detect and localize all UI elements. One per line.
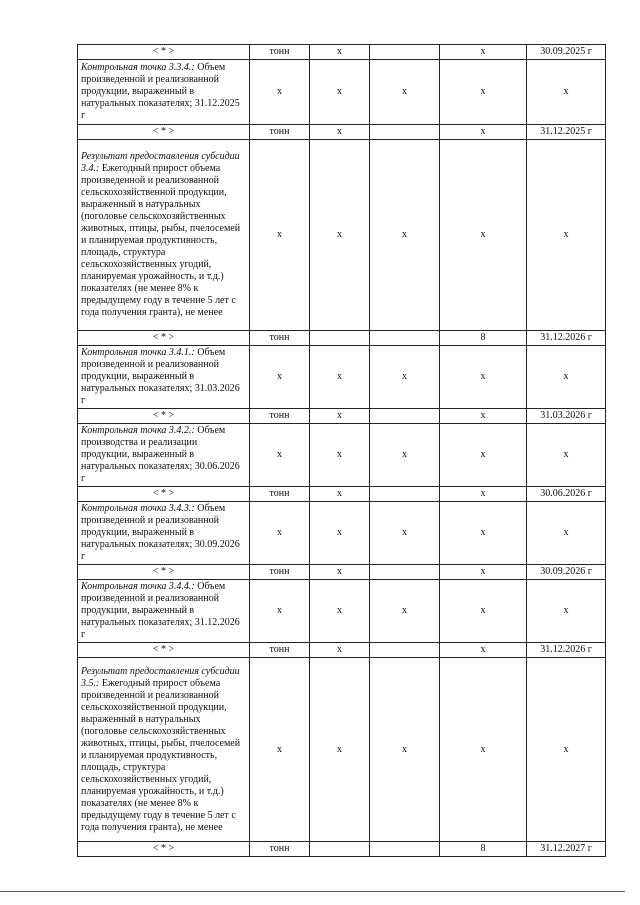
description-cell xyxy=(78,346,250,409)
value-cell-c5: х xyxy=(440,346,527,409)
indicator-row xyxy=(78,502,606,565)
value-cell-c2: х xyxy=(250,140,310,331)
value-cell-c3 xyxy=(310,331,370,346)
description-cell xyxy=(78,424,250,487)
value-cell-c4: х xyxy=(370,502,440,565)
marker-cell: < * > xyxy=(78,487,250,502)
unit-row xyxy=(78,565,606,580)
value-cell-c4 xyxy=(370,487,440,502)
value-cell-c5: х xyxy=(440,580,527,643)
value-cell-c4 xyxy=(370,331,440,346)
value-cell-c3 xyxy=(310,842,370,857)
value-cell-c5: х xyxy=(440,45,527,60)
value-cell-c4 xyxy=(370,565,440,580)
value-cell-c2: х xyxy=(250,60,310,125)
description-label: Контрольная точка 3.3.4.: xyxy=(81,62,195,73)
value-cell-c5: 8 xyxy=(440,842,527,857)
value-cell-c2: х xyxy=(250,424,310,487)
description-cell xyxy=(78,140,250,331)
indicator-row xyxy=(78,424,606,487)
value-cell-c4: х xyxy=(370,60,440,125)
value-cell-c4 xyxy=(370,45,440,60)
value-cell-c2: тонн xyxy=(250,565,310,580)
value-cell-c5: х xyxy=(440,643,527,658)
value-cell-c2: х xyxy=(250,346,310,409)
value-cell-c4 xyxy=(370,125,440,140)
marker-cell: < * > xyxy=(78,643,250,658)
value-cell-c3: х xyxy=(310,502,370,565)
unit-row xyxy=(78,331,606,346)
unit-row xyxy=(78,643,606,658)
unit-row xyxy=(78,125,606,140)
value-cell-c6: 30.09.2026 г xyxy=(527,565,606,580)
value-cell-c2: тонн xyxy=(250,409,310,424)
value-cell-c3: х xyxy=(310,125,370,140)
value-cell-c6: 31.12.2026 г xyxy=(527,643,606,658)
value-cell-c6: х xyxy=(527,580,606,643)
unit-row xyxy=(78,842,606,857)
value-cell-c3: х xyxy=(310,643,370,658)
value-cell-c2: х xyxy=(250,502,310,565)
value-cell-c5: х xyxy=(440,409,527,424)
value-cell-c6: х xyxy=(527,346,606,409)
value-cell-c6: х xyxy=(527,60,606,125)
indicator-row xyxy=(78,60,606,125)
value-cell-c3: х xyxy=(310,140,370,331)
value-cell-c4: х xyxy=(370,346,440,409)
value-cell-c6: 31.12.2027 г xyxy=(527,842,606,857)
description-text: Объем производства и реализации продукции, выраженный в натуральных показателях; 30.06.2026 г xyxy=(81,425,240,484)
description-label: Контрольная точка 3.4.3.: xyxy=(81,503,195,514)
description-text: Объем произведенной и реализованной продукции, выраженный в натуральных показателях; 31.03.2026 г xyxy=(81,347,240,406)
value-cell-c6: 30.06.2026 г xyxy=(527,487,606,502)
description-text: Объем произведенной и реализованной продукции, выраженный в натуральных показателях; 31.12.2026 г xyxy=(81,581,240,640)
indicator-row xyxy=(78,580,606,643)
value-cell-c4: х xyxy=(370,580,440,643)
value-cell-c2: х xyxy=(250,658,310,842)
value-cell-c6: х xyxy=(527,424,606,487)
description-cell xyxy=(78,658,250,842)
indicator-row xyxy=(78,140,606,331)
value-cell-c5: х xyxy=(440,658,527,842)
marker-cell: < * > xyxy=(78,409,250,424)
indicator-row xyxy=(78,346,606,409)
value-cell-c4: х xyxy=(370,658,440,842)
value-cell-c6: 30.09.2025 г xyxy=(527,45,606,60)
value-cell-c4 xyxy=(370,842,440,857)
unit-row xyxy=(78,45,606,60)
description-label: Контрольная точка 3.4.4.: xyxy=(81,581,195,592)
value-cell-c3: х xyxy=(310,487,370,502)
value-cell-c4: х xyxy=(370,424,440,487)
value-cell-c5: х xyxy=(440,565,527,580)
value-cell-c4 xyxy=(370,643,440,658)
value-cell-c3: х xyxy=(310,346,370,409)
value-cell-c6: 31.12.2026 г xyxy=(527,331,606,346)
description-label: Контрольная точка 3.4.1.: xyxy=(81,347,195,358)
value-cell-c3: х xyxy=(310,45,370,60)
value-cell-c3: х xyxy=(310,409,370,424)
value-cell-c5: х xyxy=(440,487,527,502)
value-cell-c6: 31.12.2025 г xyxy=(527,125,606,140)
description-label: Результат предоставления субсидии 3.4.: xyxy=(81,151,240,174)
value-cell-c2: тонн xyxy=(250,487,310,502)
unit-row xyxy=(78,409,606,424)
description-text: Ежегодный прирост объема произведенной и реализованной сельскохозяйственной продукции, выраженный в натуральных (поголовье сельскохозяйственных животных, птицы, рыбы, пчелосемей и планируемая продуктивность, площадь, структура сельскохозяйственных угодий, планируемая урожайность, и т.д.) показателях (не менее 8% к предыдущему году в течение 5 лет с года получения гранта), не менее xyxy=(81,163,241,318)
value-cell-c5: х xyxy=(440,424,527,487)
value-cell-c3: х xyxy=(310,60,370,125)
value-cell-c3: х xyxy=(310,424,370,487)
marker-cell: < * > xyxy=(78,331,250,346)
marker-cell: < * > xyxy=(78,842,250,857)
description-cell xyxy=(78,60,250,125)
value-cell-c4 xyxy=(370,409,440,424)
value-cell-c2: тонн xyxy=(250,125,310,140)
document-table xyxy=(77,44,606,857)
description-cell xyxy=(78,580,250,643)
value-cell-c3: х xyxy=(310,658,370,842)
value-cell-c3: х xyxy=(310,580,370,643)
value-cell-c6: х xyxy=(527,658,606,842)
unit-row xyxy=(78,487,606,502)
description-text: Объем произведенной и реализованной продукции, выраженный в натуральных показателях; 31.12.2025 г xyxy=(81,62,240,121)
value-cell-c2: тонн xyxy=(250,842,310,857)
description-cell xyxy=(78,502,250,565)
value-cell-c2: тонн xyxy=(250,45,310,60)
description-text: Объем произведенной и реализованной продукции, выраженный в натуральных показателях; 30.09.2026 г xyxy=(81,503,240,562)
marker-cell: < * > xyxy=(78,45,250,60)
table-body xyxy=(78,45,606,857)
marker-cell: < * > xyxy=(78,125,250,140)
marker-cell: < * > xyxy=(78,565,250,580)
value-cell-c6: х xyxy=(527,140,606,331)
value-cell-c5: х xyxy=(440,140,527,331)
value-cell-c5: 8 xyxy=(440,331,527,346)
value-cell-c5: х xyxy=(440,125,527,140)
value-cell-c2: тонн xyxy=(250,331,310,346)
value-cell-c2: тонн xyxy=(250,643,310,658)
description-label: Контрольная точка 3.4.2.: xyxy=(81,425,195,436)
value-cell-c5: х xyxy=(440,60,527,125)
description-text: Ежегодный прирост объема произведенной и реализованной сельскохозяйственной продукции, выраженный в натуральных (поголовье сельскохозяйственных животных, птицы, рыбы, пчелосемей и планируемая продуктивность, площадь, структура сельскохозяйственных угодий, планируемая урожайность, и т.д.) показателях (не менее 8% к предыдущему году в течение 5 лет с года получения гранта), не менее xyxy=(81,677,241,833)
footer-rule xyxy=(0,891,625,892)
value-cell-c5: х xyxy=(440,502,527,565)
indicator-row xyxy=(78,658,606,842)
value-cell-c2: х xyxy=(250,580,310,643)
value-cell-c3: х xyxy=(310,565,370,580)
value-cell-c4: х xyxy=(370,140,440,331)
value-cell-c6: 31.03.2026 г xyxy=(527,409,606,424)
value-cell-c6: х xyxy=(527,502,606,565)
description-label: Результат предоставления субсидии 3.5.: xyxy=(81,665,240,689)
